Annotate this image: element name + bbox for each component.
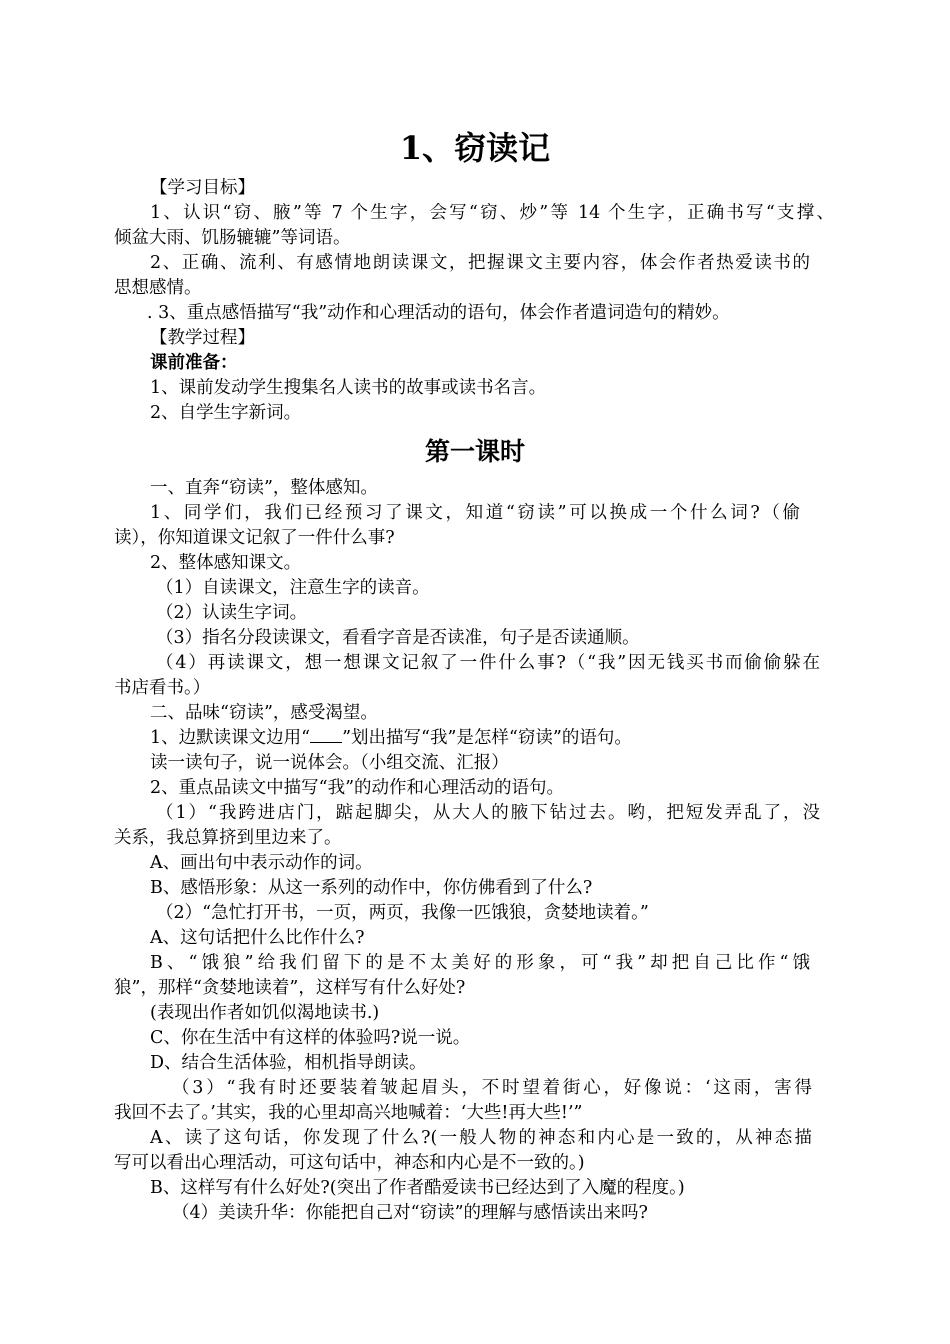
part1-q1-line-2: 读），你知道课文记叙了一件什么事? [114, 528, 395, 548]
reading-3-a-line-2: 写可以看出心理活动，可这句话中，神态和内心是不一致的。) [114, 1153, 585, 1173]
objective-3: . 3、重点感悟描写“我”动作和心理活动的语句，体会作者遣词造句的精妙。 [147, 303, 730, 323]
part1-step-4-line-1: （4）再读课文，想一想课文记叙了一件什么事?（“我”因无钱买书而偷偷躲在 [156, 653, 820, 673]
reading-3-line-1: （3）“我有时还要装着皱起眉头，不时望着街心，好像说：‘这雨，害得 [172, 1078, 812, 1098]
reading-2-d: D、结合生活体验，相机指导朗读。 [150, 1053, 427, 1073]
part2-heading: 二、品味“窃读”，感受渴望。 [150, 703, 378, 723]
reading-4: （4）美读升华：你能把自己对“窃读”的理解与感悟读出来吗? [172, 1203, 648, 1223]
process-heading: 【教学过程】 [150, 328, 255, 348]
part1-step-1: （1）自读课文，注意生字的读音。 [156, 578, 430, 598]
reading-3-line-2: 我回不去了。’其实，我的心里却高兴地喊着：‘大些!再大些!’” [114, 1103, 583, 1123]
part1-q2: 2、整体感知课文。 [150, 553, 302, 573]
reading-1-line-2: 关系，我总算挤到里边来了。 [114, 828, 342, 848]
page-title: 1、窃读记 [399, 129, 551, 167]
part2-p1-prefix: 1、边默读课文边用“ [150, 728, 311, 748]
part2-p2: 2、重点品读文中描写“我”的动作和心理活动的语句。 [150, 778, 565, 798]
prep-heading: 课前准备： [150, 353, 238, 373]
objective-2-line-2: 思想感情。 [114, 278, 202, 298]
reading-2-b-line-1: B、“饿狼”给我们留下的是不太美好的形象，可“我”却把自己比作“饿 [150, 953, 810, 973]
part2-p1b: 读一读句子，说一说体会。（小组交流、汇报） [150, 753, 509, 773]
part1-step-3: （3）指名分段读课文，看看字音是否读准，句子是否读通顺。 [156, 628, 640, 648]
part1-heading: 一、直奔“窃读”，整体感知。 [150, 478, 378, 498]
lesson-title: 第一课时 [424, 437, 525, 466]
reading-1-b: B、感悟形象：从这一系列的动作中，你仿佛看到了什么? [150, 878, 593, 898]
reading-1-line-1: （1）“我跨进店门，踮起脚尖，从大人的腋下钻过去。哟，把短发弄乱了，没 [156, 803, 820, 823]
reading-1-a: A、画出句中表示动作的词。 [150, 853, 373, 873]
part1-step-2: （2）认读生字词。 [156, 603, 308, 623]
objective-1-line-1: 1、认识“窃、腋”等 7 个生字，会写“窃、炒”等 14 个生字，正确书写“支撑、 [150, 203, 834, 223]
reading-2-a: A、这句话把什么比作什么? [150, 928, 365, 948]
reading-3-b: B、这样写有什么好处?(突出了作者酷爱读书已经达到了入魔的程度。) [150, 1178, 685, 1198]
objective-1-line-2: 倾盆大雨、饥肠辘辘”等词语。 [114, 228, 351, 248]
part2-p1 [150, 726, 632, 750]
underline-blank [310, 728, 342, 743]
part1-q1-line-1: 1、同学们，我们已经预习了课文，知道“窃读”可以换成一个什么词?（偷 [150, 503, 800, 523]
objectives-heading: 【学习目标】 [150, 178, 255, 198]
prep-item-1: 1、课前发动学生搜集名人读书的故事或读书名言。 [150, 378, 547, 398]
reading-2-note: (表现出作者如饥似渴地读书.) [150, 1003, 380, 1023]
prep-item-2: 2、自学生字新词。 [150, 403, 302, 423]
reading-2-b-line-2: 狼”，那样“贪婪地读着”，这样写有什么好处? [114, 978, 466, 998]
reading-2-c: C、你在生活中有这样的体验吗?说一说。 [150, 1028, 471, 1048]
part1-step-4-line-2: 书店看书。） [114, 678, 211, 698]
part2-p1-suffix: ”划出描写“我”是怎样“窃读”的语句。 [342, 728, 632, 748]
reading-2: （2）“急忙打开书，一页，两页，我像一匹饿狼，贪婪地读着。” [156, 903, 649, 923]
objective-2-line-1: 2、正确、流利、有感情地朗读课文，把握课文主要内容，体会作者热爱读书的 [150, 253, 810, 273]
reading-3-a-line-1: A、读了这句话，你发现了什么?(一般人物的神态和内心是一致的，从神态描 [150, 1128, 812, 1148]
